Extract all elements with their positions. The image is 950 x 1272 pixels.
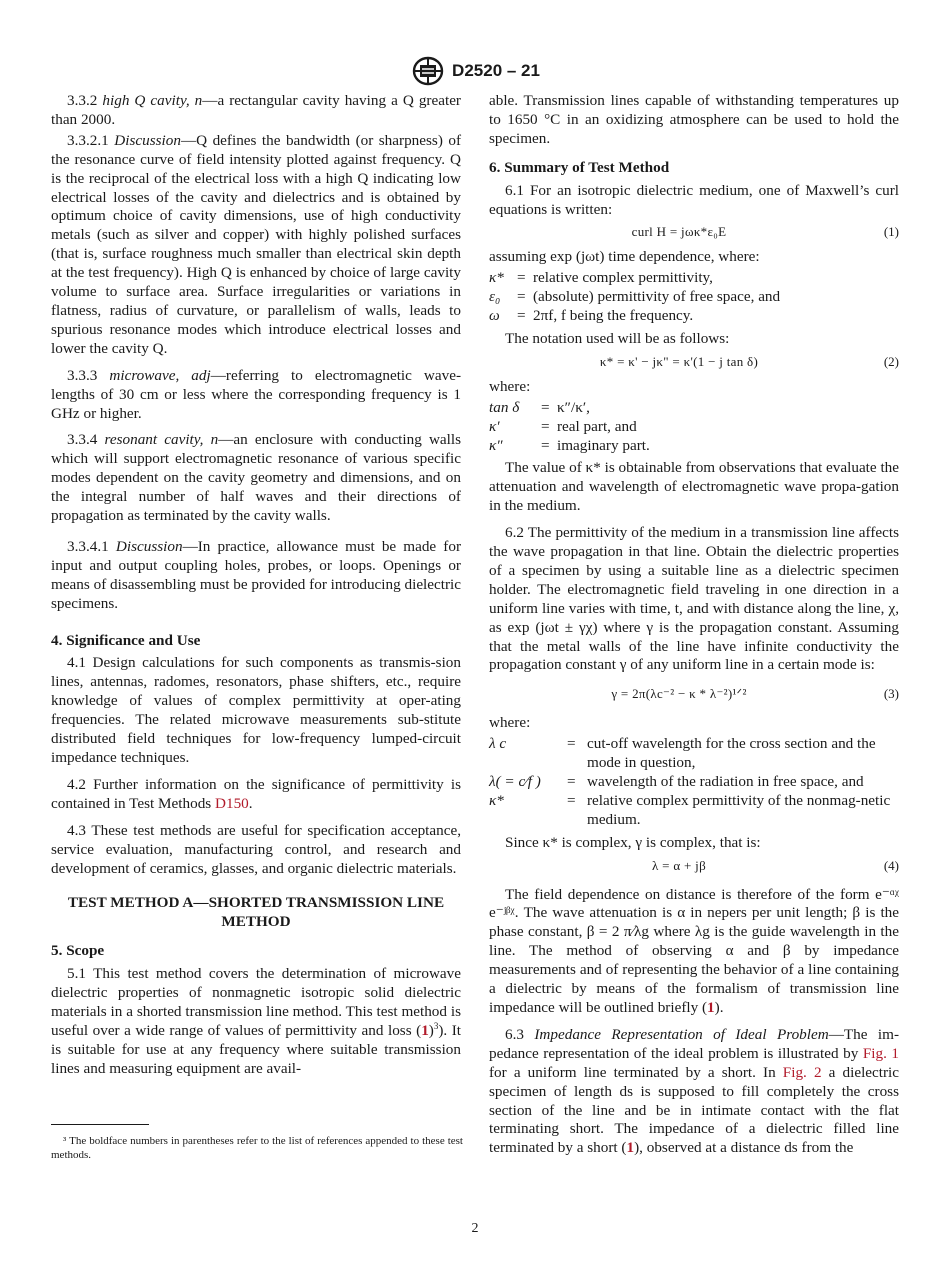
footnote: ³ The boldface numbers in parentheses refer to the list of references appended to these test methods. [51,1135,463,1161]
definition-list-1 [489,269,899,326]
designation: D2520 – 21 [452,61,540,80]
paragraph-3-3-4: 3.3.4 resonant cavity, n—an enclosure with conducting walls which will support electromagnetic resonance of various specific modes dependent on the cavity geometry and dimensions, and on the integral number of half waves and their directions of propagation as terminated by the cavity walls. [51,431,462,525]
definition-item: tan δ = κ″/κ′, [489,398,590,416]
paragraph-4-2: 4.2 Further information on the significance of permittivity is contained in Test Methods D150. [51,775,461,812]
equation-3: γ = 2π(λc⁻² − κ * λ⁻²)¹ᐟ² (3) [611,686,899,702]
page-header [0,56,950,86]
paragraph-5-1: 5.1 This test method covers the determination of microwave dielectric properties of nonmagnetic isotropic solid dielectric materials in a shorted transmission line method. This test method is useful over a wide range of values of permittivity and loss $(1)^3$). It is suitable for use at any frequency where suitable transmission lines and measuring equipment are avail- [51,965,461,1077]
equation-4: λ = α + jβ (4) [651,857,899,873]
definition-item: κ″ = imaginary part. [489,436,650,454]
section-6-heading: 6. Summary of Test Method [489,158,670,176]
citation-link[interactable]: 1 [626,1139,635,1157]
definition-item: κ* = relative complex permittivity, [489,269,713,287]
definition-item: κ* = relative complex permittivity of the nonmag-netic medium. [489,791,891,828]
section-4-heading: 4. Significance and Use [51,631,201,649]
notation-text: The notation used will be as follows: [505,329,730,347]
definition-item: λ( = c⁄f ) = wavelength of the radiation in free space, and [489,773,864,790]
since-text: Since κ* is complex, γ is complex, that is: [505,833,761,851]
section-5-heading: 5. Scope [51,942,105,960]
paragraph-6-1: 6.1 For an isotropic dielectric medium, one of Maxwell’s curl equations is written: [489,181,899,218]
page-number: 2 [471,1221,479,1236]
astm-logo-icon [410,56,446,86]
link-d150[interactable]: D150 [215,794,249,812]
paragraph-3-3-2-1: 3.3.2.1 Discussion—Q defines the bandwidth (or sharpness) of the resonance curve of field intensity plotted against frequency. Q is the reciprocal of the electrical loss with a high Q indicating low electrical losses of the cavity and dielectrics and is obtained by optimum choice of cavity dimensions, use of high conductivity metals (such as silver and copper) with highly polished surfaces (that is, surface roughness much smaller than electrical skin depth at the test frequency). High Q is enhanced by choice of large cavity volume to surface area. Surface irregularities or variations in flatness, radius of curvature, or parallelism of walls, leads to spurious resonance modes which introduce electrical losses and lower the cavity Q. [51,131,462,357]
paragraph-3-3-2: 3.3.2 high Q cavity, n—a rectangular cavity having a Q greater than 2000. [51,92,461,128]
paragraph-3-3-3: 3.3.3 microwave, adj—referring to electromagnetic wave-lengths of 30 cm or less where the corresponding frequency is 1 GHz or higher. [51,366,462,422]
equation-2: κ* = κ' − jκ" = κ'(1 − j tan δ) (2) [599,353,899,369]
paragraph-4-3: 4.3 These test methods are useful for specification acceptance, service evaluation, manufacturing control, and research and development of ceramics, glasses, and organic dielectric materials. [51,821,461,877]
definition-list-2 [489,399,899,456]
assuming-text: assuming exp (jωt) time dependence, where: [489,248,760,266]
link-fig-1[interactable]: Fig. 1 [862,1044,899,1062]
definition-item: ε₀ = (absolute) permittivity of free space, and [489,288,781,306]
equation-1: curl H = jωκ*ε₀E (1) [631,224,899,240]
where-text: where: [489,377,531,395]
link-fig-2[interactable]: Fig. 2 [782,1063,822,1081]
paragraph-6-2: 6.2 The permittivity of the medium in a transmission line affects the wave propagation in that line. Obtain the dielectric properties of a specimen by using a suitable line as a dielectric specimen holder. The electromagnetic field traveling in one direction in a uniform line varies with time, t, and with distance along the line, χ, as exp (jωt ± γχ) where γ is the propagation constant. Assuming that the metal walls of the line have infinite conductivity the propagation constant γ of any uniform line in a certain mode is: [489,524,899,674]
paragraph-3-3-4-1: 3.3.4.1 Discussion—In practice, allowance must be made for input and output coupling holes, probes, or loops. Openings or means of disassembling must be provided for introducing dielectric specimens. [51,537,462,612]
paragraph-continuation: able. Transmission lines capable of withstanding temperatures up to 1650 °C in an oxidizing atmosphere can be used to hold the specimen. [489,92,899,147]
footnote-rule [51,1124,149,1125]
left-column [51,92,461,1081]
definition-item: ω = 2πf, f being the frequency. [489,307,694,325]
paragraph-6-3: 6.3 Impedance Representation of Ideal Problem—The im-pedance representation of the ideal problem is illustrated by Fig. 1 for a uniform line terminated by a short. In Fig. 2 a dielectric specimen of length ds is supposed to fill completely the cross section of the line and be in intimate contact with the flat terminating short. The impedance of a dielectric filled line terminated by a short (1), observed at a distance ds from the [489,1025,900,1157]
paragraph-4-1: 4.1 Design calculations for such components as transmis-sion lines, antennas, radomes, resonators, phase shifters, etc., require knowledge of values of complex permittivity at oper-ating frequencies. The related microwave measurements sub-stitute distributed field techniques for low-frequency lumped-circuit impedance techniques. [51,654,461,766]
value-paragraph: The value of κ* is obtainable from observations that evaluate the attenuation and wavelength of electromagnetic wave propa-gation in the medium. [489,459,899,515]
definition-item: κ′ = real part, and [489,417,637,435]
citation-link[interactable]: 1 [421,1021,429,1039]
citation-link[interactable]: 1 [707,998,715,1016]
right-column [489,92,899,1160]
method-a-heading: TEST METHOD A—SHORTED TRANSMISSION LINE METHOD [67,894,445,931]
field-dependence-paragraph: The field dependence on distance is therefore of the form e⁻ᵅᵡ e⁻ʲᵝᵡ. The wave attenuation is α in nepers per unit length; β is the phase constant, β = 2 π⁄λg where λg is the guide wavelength in the line. The method of observing α and β by impedance measurements and of representing the behavior of a line containing a dielectric by means of the formalism of transmission line impedance will be outlined briefly (1). [489,885,899,1016]
definition-list-3 [489,735,899,830]
definition-item: λ c = cut-off wavelength for the cross section and the mode in question, [489,735,876,772]
where-text: where: [489,714,531,732]
